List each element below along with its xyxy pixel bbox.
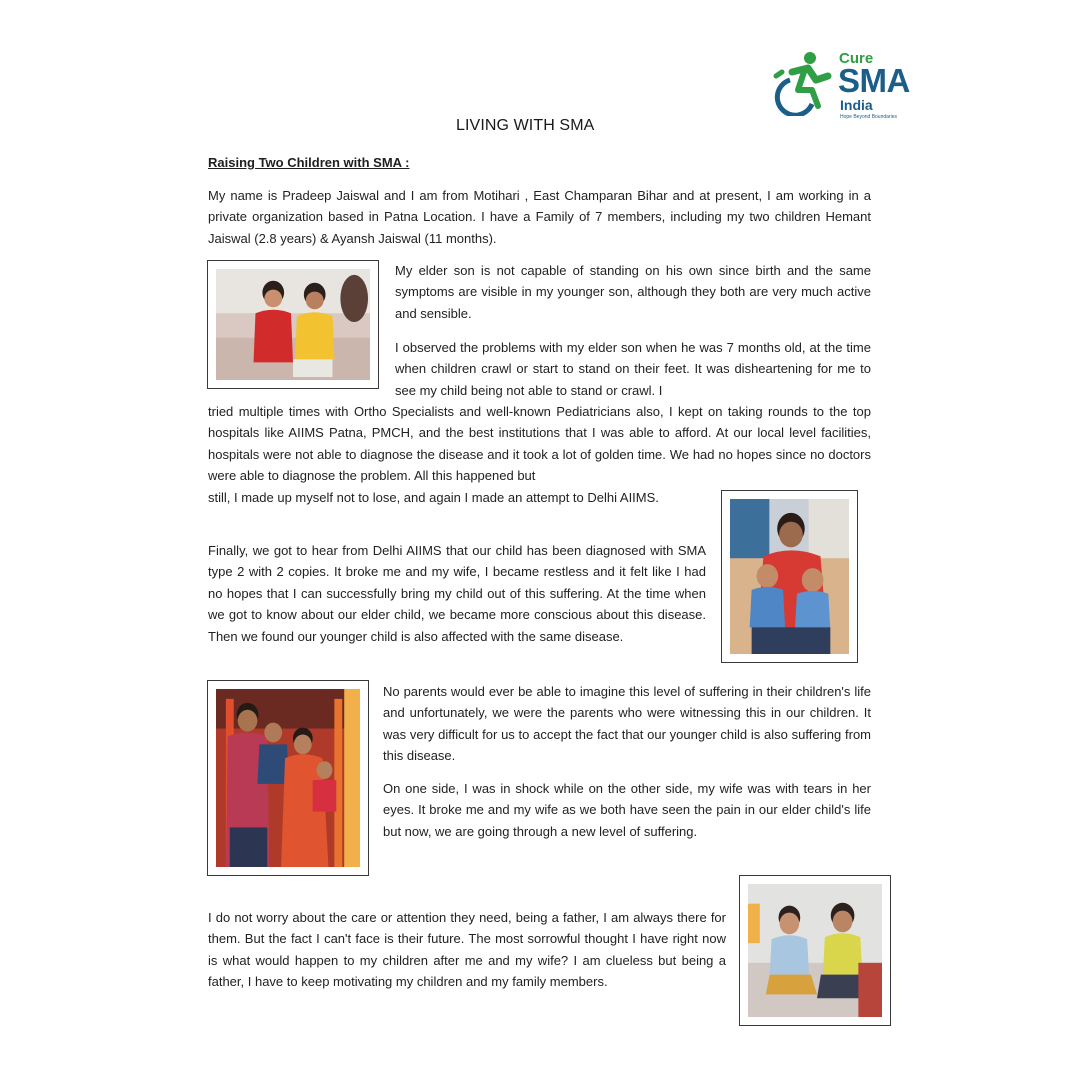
- paragraph-intro: My name is Pradeep Jaiswal and I am from Motihari , East Champaran Bihar and at present, I am working in a private organization based in Patna Location. I have a Family of 7 members, including my two children Hemant Jaiswal (2.8 years) & Ayansh Jaiswal (11 months).: [208, 188, 871, 246]
- logo-india-text: India: [840, 97, 873, 113]
- wheelchair-figure-icon: [768, 50, 834, 116]
- logo-cure-text: Cure: [839, 50, 874, 67]
- paragraph-shock: On one side, I was in shock while on the other side, my wife was with tears in her eyes. It broke me and my wife as we both have seen the pain in our elder child's life but now, we are going through a new level of suffering.: [383, 781, 871, 839]
- cure-sma-india-logo: [768, 48, 928, 128]
- logo-sma-text: SMA: [838, 62, 910, 99]
- paragraph-observed-problems-end: still, I made up myself not to lose, and again I made an attempt to Delhi AIIMS.: [208, 490, 659, 505]
- document-title: LIVING WITH SMA: [456, 117, 595, 134]
- paragraph-diagnosis: Finally, we got to hear from Delhi AIIMS that our child has been diagnosed with SMA type 2 with 2 copies. It broke me and my wife, I became restless and it felt like I had no hopes that I can successfully bring my child out of this suffering. At the time when we got to know about our elder child, we became more conscious about this disease. Then we found our younger child is also affected with the same disease.: [208, 543, 706, 644]
- photo-two-children-sitting: [207, 260, 379, 389]
- paragraph-observed-problems-middle: tried multiple times with Ortho Specialists and well-known Pediatricians also, I kept on taking rounds to the top hospitals like AIIMS Patna, PMCH, and the best institutions that I was able to afford. At our local level facilities, hospitals were not able to diagnose the disease and it took a lot of golden time. We had no hopes since no doctors were able to diagnose the problem. All this happened but: [208, 404, 871, 484]
- logo-tagline: Hope Beyond Boundaries: [840, 114, 897, 120]
- photo-children-playing: [739, 875, 891, 1026]
- paragraph-parents-suffering: No parents would ever be able to imagine this level of suffering in their children's life and unfortunately, we were the parents who were witnessing this in our children. It was very difficult for us to accept the fact that our younger child is also suffering from this disease.: [383, 684, 871, 764]
- paragraph-future-worry: I do not worry about the care or attention they need, being a father, I am always there for them. But the fact I can't face is their future. The most sorrowful thought I have right now is what would happen to my children after me and my wife? I am clueless but being a father, I have to keep motivating my children and my family members.: [208, 910, 726, 990]
- paragraph-elder-son: My elder son is not capable of standing on his own since birth and the same symptoms are visible in my younger son, although they both are very much active and sensible.: [395, 263, 871, 321]
- paragraph-observed-problems-start: I observed the problems with my elder son when he was 7 months old, at the time when children crawl or start to stand on their feet. It was disheartening for me to see my child being not able to stand or crawl. I: [395, 340, 871, 398]
- section-subtitle: Raising Two Children with SMA :: [208, 155, 410, 170]
- photo-father-with-children: [721, 490, 858, 663]
- photo-family-portrait: [207, 680, 369, 876]
